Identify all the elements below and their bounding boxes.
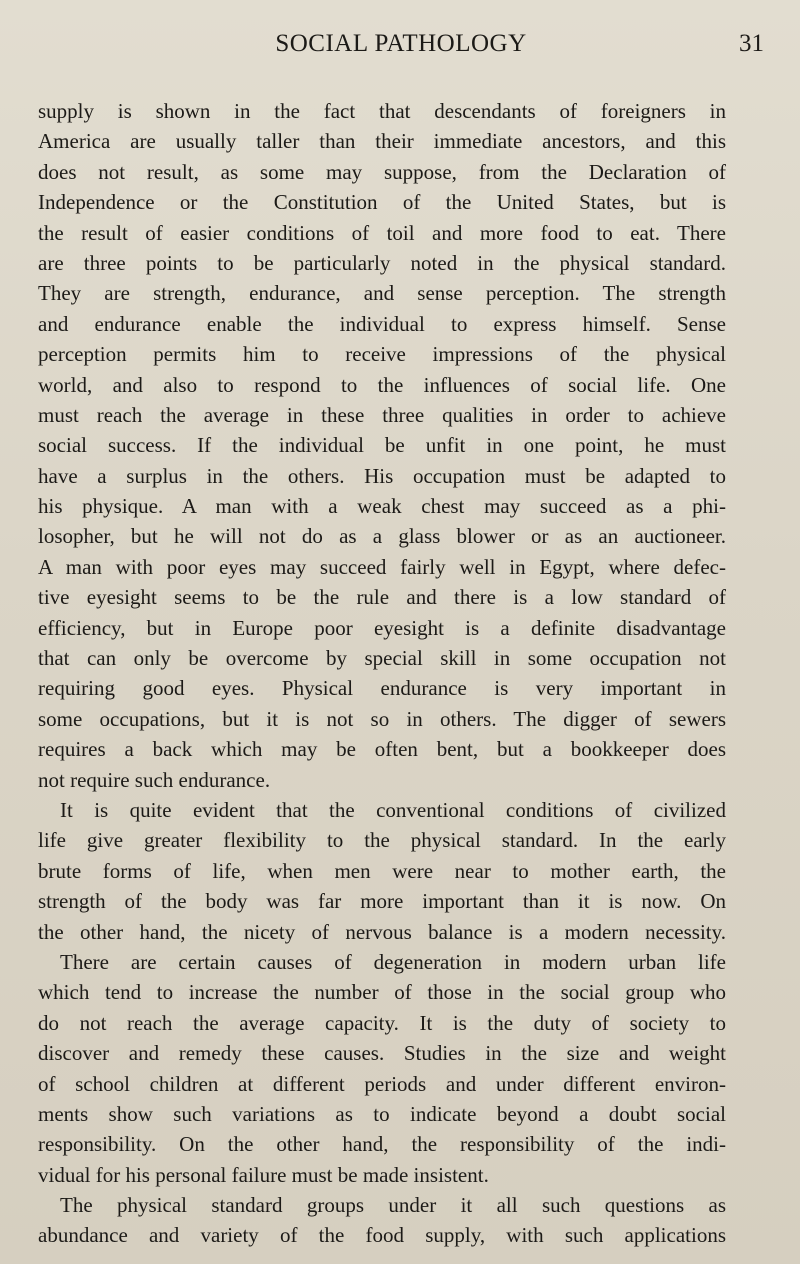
text-line: which tend to increase the number of those in the social group who (38, 980, 726, 1005)
paragraph-start-line: There are certain causes of degeneration in modern urban life (60, 949, 726, 974)
text-line: perception permits him to receive impressions of the physical (38, 342, 726, 367)
paragraph-start-line: The physical standard groups under it all such questions as (60, 1193, 726, 1218)
text-line: Independence or the Constitution of the United States, but is (38, 190, 726, 215)
text-line: of school children at different periods and under different environ- (38, 1071, 726, 1096)
text-line: strength of the body was far more important than it is now. On (38, 889, 726, 914)
text-line: life give greater flexibility to the physical standard. In the early (38, 828, 726, 853)
text-line: requiring good eyes. Physical endurance is very important in (38, 676, 726, 701)
text-line: A man with poor eyes may succeed fairly well in Egypt, where defec- (38, 554, 726, 579)
text-line: some occupations, but it is not so in others. The digger of sewers (38, 706, 726, 731)
running-head: SOCIAL PATHOLOGY (275, 30, 527, 57)
text-line: does not result, as some may suppose, from the Declaration of (38, 159, 726, 184)
text-line: supply is shown in the fact that descendants of foreigners in (38, 99, 726, 123)
text-line: responsibility. On the other hand, the responsibility of the indi- (38, 1132, 726, 1157)
text-line: are three points to be particularly noted in the physical standard. (38, 250, 726, 275)
text-line: ments show such variations as to indicate beyond a doubt social (38, 1101, 726, 1126)
text-line: They are strength, endurance, and sense perception. The strength (38, 281, 726, 306)
paragraph-start-line: It is quite evident that the conventional conditions of civilized (60, 797, 726, 822)
text-line: world, and also to respond to the influences of social life. One (38, 372, 726, 397)
text-line: not require such endurance. (38, 767, 271, 792)
text-line: vidual for his personal failure must be made insistent. (38, 1162, 489, 1187)
page-header (38, 30, 764, 70)
body-text (38, 96, 726, 1251)
text-line: efficiency, but in Europe poor eyesight is a definite disadvantage (38, 615, 726, 640)
page-number: 31 (739, 30, 764, 57)
text-line: requires a back which may be often bent, but a bookkeeper does (38, 737, 726, 762)
text-line: tive eyesight seems to be the rule and there is a low standard of (38, 585, 726, 610)
text-line: that can only be overcome by special skill in some occupation not (38, 646, 726, 671)
text-line: the other hand, the nicety of nervous balance is a modern necessity. (38, 919, 726, 944)
text-line: and endurance enable the individual to express himself. Sense (38, 311, 726, 336)
text-line: have a surplus in the others. His occupation must be adapted to (38, 463, 726, 488)
text-line: the result of easier conditions of toil and more food to eat. There (38, 220, 726, 245)
text-line: discover and remedy these causes. Studies in the size and weight (38, 1041, 726, 1066)
text-line: America are usually taller than their immediate ancestors, and this (38, 129, 726, 154)
text-line: brute forms of life, when men were near to mother earth, the (38, 858, 726, 883)
text-line: abundance and variety of the food supply, with such applications (38, 1223, 726, 1248)
text-line: must reach the average in these three qualities in order to achieve (38, 402, 726, 427)
text-line: do not reach the average capacity. It is the duty of society to (38, 1010, 726, 1035)
text-line: losopher, but he will not do as a glass blower or as an auctioneer. (38, 524, 726, 549)
text-line: his physique. A man with a weak chest may succeed as a phi- (38, 494, 726, 519)
text-line: social success. If the individual be unfit in one point, he must (38, 433, 726, 458)
